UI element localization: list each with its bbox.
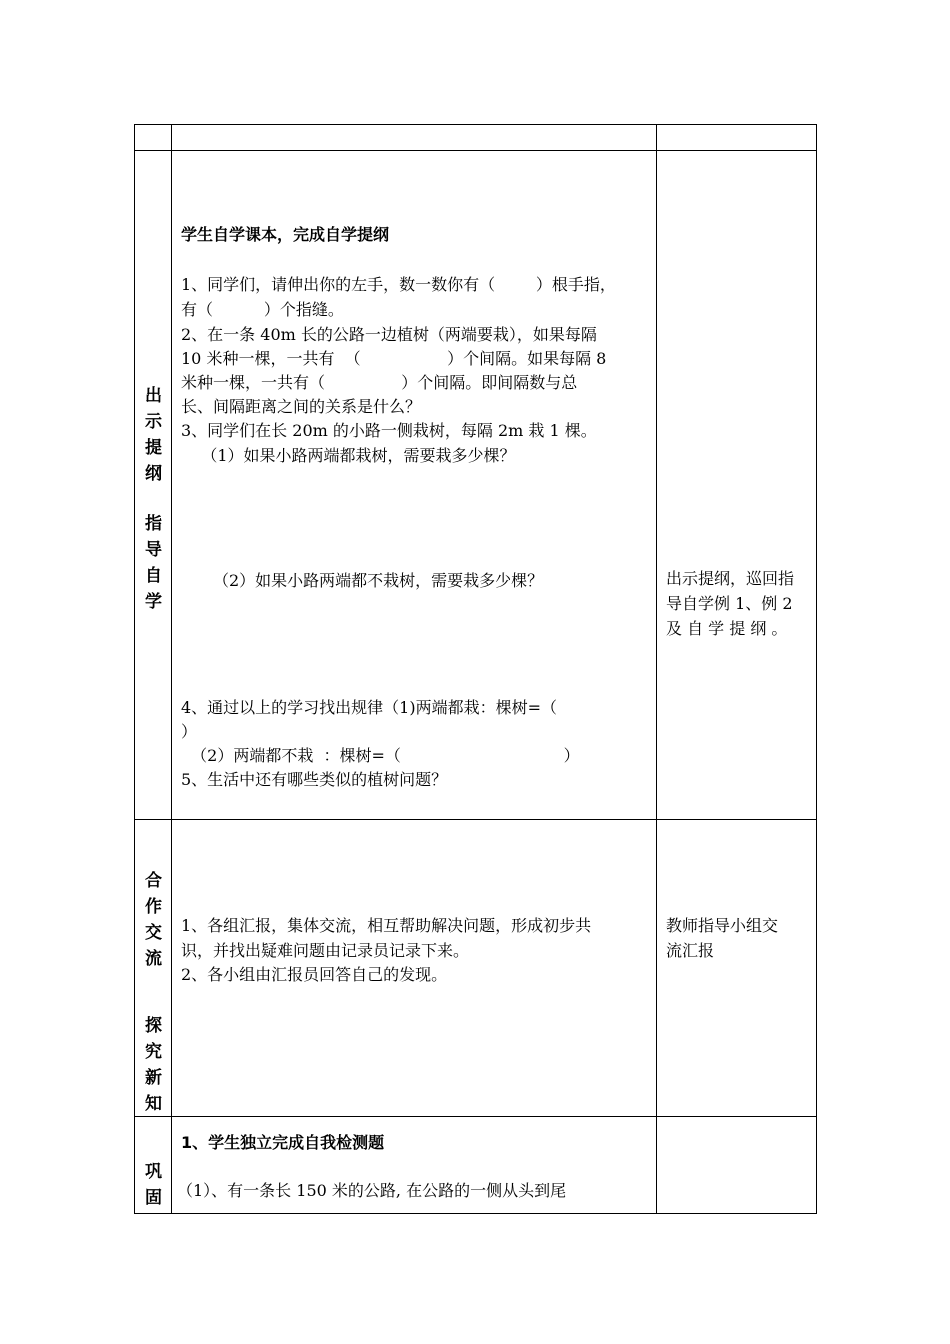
text-line: ） — [181, 722, 198, 741]
text-line: 米种一棵，一共有（ ）个间隔。即间隔数与总 — [181, 373, 578, 392]
text-line: （2）两端都不栽 ：棵树=（ ） — [181, 746, 580, 765]
text-line: （2）如果小路两端都不栽树，需要栽多少棵？ — [213, 571, 544, 590]
section-content-cell — [172, 151, 657, 820]
table-cell-empty — [657, 125, 817, 151]
table-row-consolidate — [135, 1117, 817, 1214]
section-label-outline: 出 示 提 纲 — [145, 386, 162, 484]
teacher-note-line: 流汇报 — [666, 941, 715, 960]
text-line: 有（ ）个指缝。 — [181, 300, 344, 319]
table-row-self-study — [135, 151, 817, 820]
text-line: 2、在一条 40m 长的公路一边植树（两端要栽），如果每隔 — [181, 325, 597, 344]
section-heading: 1、学生独立完成自我检测题 — [181, 1133, 385, 1152]
text-line: 10 米种一棵，一共有 （ ）个间隔。如果每隔 8 — [181, 349, 607, 368]
section-label-cell — [135, 820, 172, 1117]
section-content-cell — [172, 1117, 657, 1214]
section-label-cell — [135, 1117, 172, 1214]
teacher-note-cell — [657, 151, 817, 820]
text-line: 4、通过以上的学习找出规律（1)两端都栽：棵树=（ — [181, 698, 558, 717]
teacher-note-line: 及 自 学 提 纲 。 — [666, 619, 788, 638]
teacher-note-line: 导自学例 1、例 2 — [666, 594, 793, 613]
text-line: 2、各小组由汇报员回答自己的发现。 — [181, 965, 448, 984]
text-line: 5、生活中还有哪些类似的植树问题？ — [181, 770, 448, 789]
table-cell-empty — [135, 125, 172, 151]
text-line: 1、各组汇报，集体交流，相互帮助解决问题，形成初步共 — [181, 916, 592, 935]
section-label-explore: 探 究 新 知 — [145, 1016, 162, 1114]
teacher-note-line: 教师指导小组交 — [666, 916, 779, 935]
section-label-consolidate: 巩 固 — [145, 1162, 162, 1208]
teacher-note-cell — [657, 1117, 817, 1214]
teacher-note-line: 出示提纲，巡回指 — [666, 569, 795, 588]
table-cell-empty — [172, 125, 657, 151]
section-label-guide: 指 导 自 学 — [145, 514, 162, 612]
text-line: 1、同学们，请伸出你的左手，数一数你有（ ）根手指， — [181, 275, 616, 294]
table-row-header — [135, 125, 817, 151]
section-content-cell — [172, 820, 657, 1117]
text-line: （1）、有一条长 150 米的公路, 在公路的一侧从头到尾 — [177, 1181, 567, 1200]
text-line: 识，并找出疑难问题由记录员记录下来。 — [181, 941, 470, 960]
section-label-cooperate: 合 作 交 流 — [145, 871, 162, 969]
table-row-cooperation — [135, 820, 817, 1117]
section-label-cell — [135, 151, 172, 820]
text-line: 长、间隔距离之间的关系是什么？ — [181, 397, 422, 416]
text-line: 3、同学们在长 20m 的小路一侧栽树，每隔 2m 栽 1 棵。 — [181, 421, 597, 440]
text-line: （1）如果小路两端都栽树，需要栽多少棵？ — [181, 446, 516, 465]
section-heading: 学生自学课本，完成自学提纲 — [181, 225, 390, 244]
lesson-plan-table — [134, 124, 817, 1214]
teacher-note-cell — [657, 820, 817, 1117]
